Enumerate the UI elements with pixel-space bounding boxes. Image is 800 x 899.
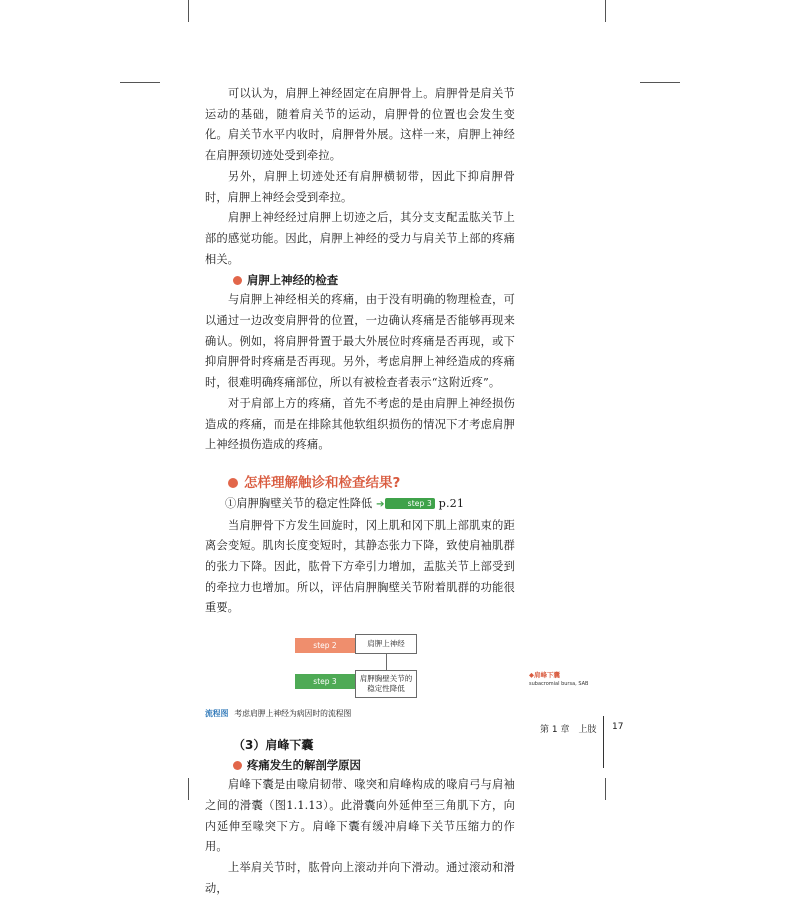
paragraph: 肩胛上神经经过肩胛上切迹之后，其分支支配盂肱关节上部的感觉功能。因此，肩胛上神经的受力与肩关节上部的疼痛相关。 xyxy=(205,211,515,266)
paragraph: 上举肩关节时，肱骨向上滚动并向下滑动。通过滚动和滑动， xyxy=(205,860,515,895)
subheading-cause: 疼痛发生的解剖学原因 xyxy=(233,755,515,775)
paragraph: 当肩胛骨下方发生回旋时，冈上肌和冈下肌上部肌束的距离会变短。肌肉长度变短时，其静态张力下降，致使肩袖肌群的张力下降。因此，肱骨下方牵引力增加，盂肱关节上部受到的牵拉力也增加。所以，评估肩胛胸壁关节附着肌群的功能很重要。 xyxy=(205,518,515,615)
flow-step-3-badge: step 3 xyxy=(295,674,355,689)
sidenote-title: ◆肩峰下囊 xyxy=(529,671,560,679)
step-3-badge: step 3 xyxy=(385,498,435,509)
bullet-dot-icon xyxy=(233,761,242,770)
sidenote-term: subacromial bursa, SAB xyxy=(529,681,589,687)
page-ref: p.21 xyxy=(438,496,465,510)
flow-connector-line xyxy=(386,654,387,670)
footer-chapter: 第 1 章 上肢 xyxy=(540,725,597,735)
crop-mark xyxy=(120,82,160,83)
footer-divider xyxy=(603,716,604,768)
arrow-right-icon: ➔ xyxy=(376,498,385,510)
flowchart-caption-text: 考虑肩胛上神经为病因时的流程图 xyxy=(234,709,352,719)
flowchart-caption xyxy=(205,707,515,721)
crop-mark xyxy=(640,82,680,83)
bullet-dot-icon xyxy=(228,478,238,488)
crop-mark xyxy=(605,778,606,800)
flowchart-caption-label: 流程图 xyxy=(205,709,229,719)
page-body xyxy=(205,84,515,899)
section-3-heading: （3）肩峰下囊 xyxy=(233,738,314,753)
paragraph: 可以认为，肩胛上神经固定在肩胛骨上。肩胛骨是肩关节运动的基础，随着肩关节的运动，肩胛骨的位置也会发生变化。肩关节水平内收时，肩胛骨外展。这样一来，肩胛上神经在肩胛颈切迹处受到牵拉。 xyxy=(205,87,515,163)
crop-mark xyxy=(188,0,189,22)
paragraph: 肩峰下囊是由喙肩韧带、喙突和肩峰构成的喙肩弓与肩袖之间的滑囊（图1.1.13）。此滑囊向外延伸至三角肌下方，向内延伸至喙突下方。肩峰下囊有缓冲肩峰下关节压缩力的作用。 xyxy=(205,778,515,854)
subheading-exam: 肩胛上神经的检查 xyxy=(233,270,515,290)
section-heading: 怎样理解触诊和检查结果? xyxy=(228,472,515,494)
flow-step-3-text-line2: 稳定性降低 xyxy=(367,684,405,694)
flow-step-3-text-line1: 肩胛胸壁关节的 xyxy=(359,674,413,684)
crop-mark xyxy=(188,778,189,800)
flow-step-2-badge: step 2 xyxy=(295,638,355,653)
paragraph: 对于肩部上方的疼痛，首先不考虑的是由肩胛上神经损伤造成的疼痛，而是在排除其他软组织损伤的情况下才考虑肩胛上神经损伤造成的疼痛。 xyxy=(205,396,515,452)
flow-step-2-box: 肩胛上神经 xyxy=(355,634,417,654)
sidenote xyxy=(529,671,588,688)
footer-page-number: 17 xyxy=(612,722,624,732)
item-1-line: ①肩胛胸壁关节的稳定性降低 ➔ step 3 p.21 xyxy=(225,496,465,510)
crop-mark xyxy=(605,0,606,22)
bullet-dot-icon xyxy=(233,276,242,285)
flow-step-3-box xyxy=(355,670,417,698)
flowchart xyxy=(205,629,515,701)
paragraph: 另外，肩胛上切迹处还有肩胛横韧带，因此下抑肩胛骨时，肩胛上神经会受到牵拉。 xyxy=(205,169,515,204)
paragraph: 与肩胛上神经相关的疼痛，由于没有明确的物理检查，可以通过一边改变肩胛骨的位置，一边确认疼痛是否能够再现来确认。例如，将肩胛骨置于最大外展位时疼痛是否再现，或下抑肩胛骨时疼痛是否再现。另外，考虑肩胛上神经造成的疼痛时，很难明确疼痛部位，所以有被检查者表示“这附近疼”。 xyxy=(205,293,515,390)
